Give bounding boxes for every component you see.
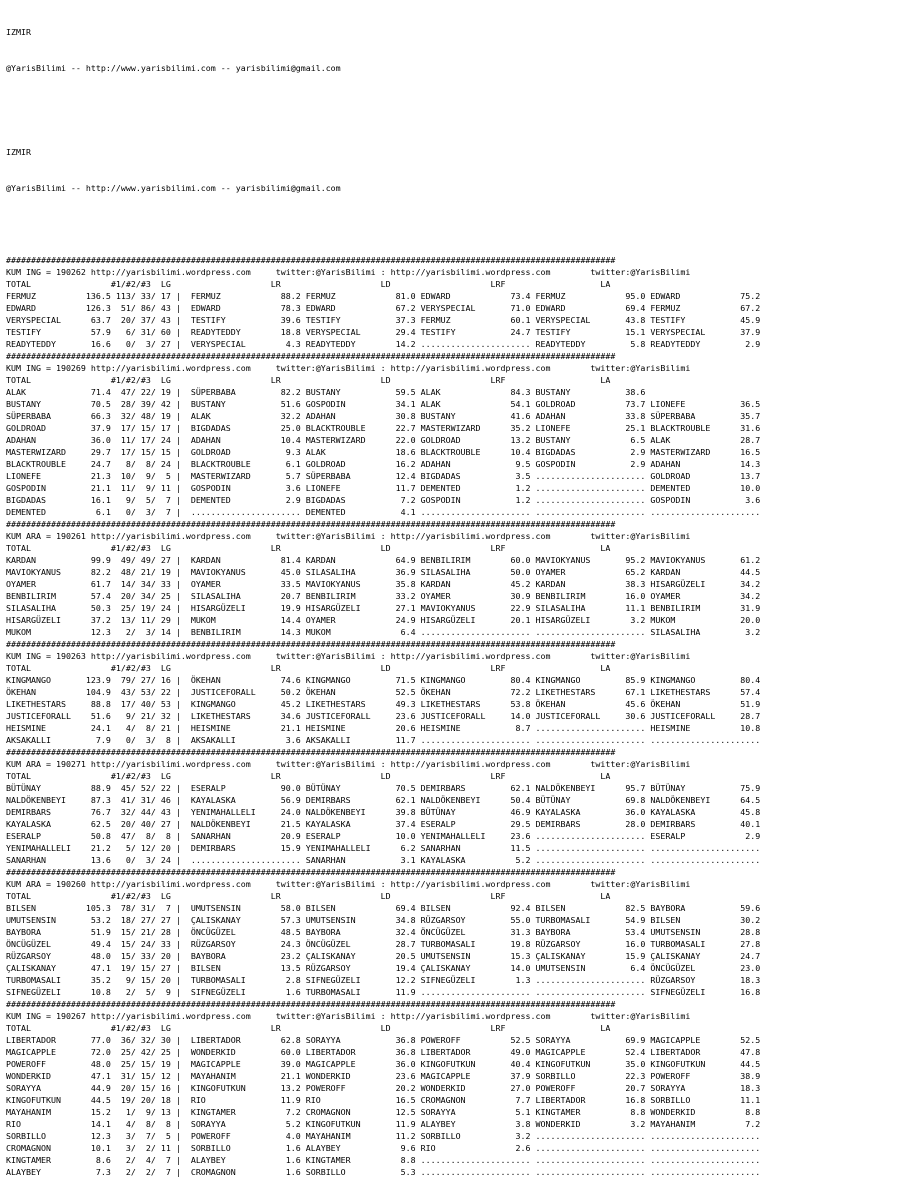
result-row: LIONEFE 21.3 10/ 9/ 5 | MASTERWIZARD 5.7 SÜPERBABA 12.4 BIGDADAS 3.5 ...................... GOLDROAD 13.7 <box>6 471 761 481</box>
result-row: LIKETHESTARS 88.8 17/ 40/ 53 | KINGMANGO 45.2 LIKETHESTARS 49.3 LIKETHESTARS 53.8 ÖKEHAN 45.6 ÖKEHAN 51.9 <box>6 699 761 709</box>
hash-separator: ########################################################################################################################## <box>6 639 616 649</box>
result-row: SÜPERBABA 66.3 32/ 48/ 19 | ALAK 32.2 ADAHAN 30.8 BUSTANY 41.6 ADAHAN 33.8 SÜPERBABA 35.7 <box>6 411 761 421</box>
race-blocks <box>6 254 920 1178</box>
result-row: POWEROFF 48.0 25/ 15/ 19 | MAGICAPPLE 39.0 MAGICAPPLE 36.0 KINGOFUTKUN 40.4 KINGOFUTKUN 35.0 KINGOFUTKUN 44.5 <box>6 1059 761 1069</box>
result-row: WONDERKID 47.1 31/ 15/ 12 | MAYAHANIM 21.1 WONDERKID 23.6 MAGICAPPLE 37.9 SORBILLO 22.3 POWEROFF 38.9 <box>6 1071 761 1081</box>
result-row: CROMAGNON 10.1 3/ 2/ 11 | SORBILLO 1.6 ALAYBEY 9.6 RIO 2.6 ...................... ...................... <box>6 1143 761 1153</box>
race-header: KUM ING = 190263 http://yarisbilimi.wordpress.com twitter:@YarisBilimi : http://yarisbilimi.wordpress.com twitter:@YarisBilimi <box>6 651 691 661</box>
result-row: BENBILIRIM 57.4 20/ 34/ 25 | SILASALIHA 20.7 BENBILIRIM 33.2 OYAMER 30.9 BENBILIRIM 16.0 OYAMER 34.2 <box>6 591 761 601</box>
result-row: BIGDADAS 16.1 9/ 5/ 7 | DEMENTED 2.9 BIGDADAS 7.2 GOSPODIN 1.2 ...................... GOSPODIN 3.6 <box>6 495 761 505</box>
race-header: KUM ARA = 190260 http://yarisbilimi.wordpress.com twitter:@YarisBilimi : http://yarisbilimi.wordpress.com twitter:@YarisBilimi <box>6 879 691 889</box>
result-row: GOLDROAD 37.9 17/ 15/ 17 | BIGDADAS 25.0 BLACKTROUBLE 22.7 MASTERWIZARD 35.2 LIONEFE 25.1 BLACKTROUBLE 31.6 <box>6 423 761 433</box>
result-row: READYTEDDY 16.6 0/ 3/ 27 | VERYSPECIAL 4.3 READYTEDDY 14.2 ...................... READYTEDDY 5.8 READYTEDDY 2.9 <box>6 339 761 349</box>
result-row: RÜZGARSOY 48.0 15/ 33/ 20 | BAYBORA 23.2 ÇALISKANAY 20.5 UMUTSENSIN 15.3 ÇALISKANAY 15.9 ÇALISKANAY 24.7 <box>6 951 761 961</box>
result-row: DEMENTED 6.1 0/ 3/ 7 | ...................... DEMENTED 4.1 ...................... ...................... ...................... <box>6 507 761 517</box>
contact-line-repeat: @YarisBilimi -- http://www.yarisbilimi.com -- yarisbilimi@gmail.com <box>6 183 341 193</box>
column-headers: TOTAL #1/#2/#3 LG LR LD LRF LA <box>6 663 611 673</box>
result-row: ESERALP 50.8 47/ 8/ 8 | SANARHAN 20.9 ESERALP 10.0 YENIMAHALLELI 23.6 ...................... ESERALP 2.9 <box>6 831 761 841</box>
result-row: EDWARD 126.3 51/ 86/ 43 | EDWARD 78.3 EDWARD 67.2 VERYSPECIAL 71.0 EDWARD 69.4 FERMUZ 67.2 <box>6 303 761 313</box>
result-row: ALAYBEY 7.3 2/ 2/ 7 | CROMAGNON 1.6 SORBILLO 5.3 ...................... ...................... ...................... <box>6 1167 761 1177</box>
contact-line: @YarisBilimi -- http://www.yarisbilimi.com -- yarisbilimi@gmail.com <box>6 63 341 73</box>
result-row: ÖKEHAN 104.9 43/ 53/ 22 | JUSTICEFORALL 50.2 ÖKEHAN 52.5 ÖKEHAN 72.2 LIKETHESTARS 67.1 LIKETHESTARS 57.4 <box>6 687 761 697</box>
result-row: KINGMANGO 123.9 79/ 27/ 16 | ÖKEHAN 74.6 KINGMANGO 71.5 KINGMANGO 80.4 KINGMANGO 85.9 KINGMANGO 80.4 <box>6 675 761 685</box>
result-row: BLACKTROUBLE 24.7 8/ 8/ 24 | BLACKTROUBLE 6.1 GOLDROAD 16.2 ADAHAN 9.5 GOSPODIN 2.9 ADAHAN 14.3 <box>6 459 761 469</box>
hash-separator: ########################################################################################################################## <box>6 867 616 877</box>
result-row: MAYAHANIM 15.2 1/ 9/ 13 | KINGTAMER 7.2 CROMAGNON 12.5 SORAYYA 5.1 KINGTAMER 8.8 WONDERKID 8.8 <box>6 1107 761 1117</box>
result-row: SANARHAN 13.6 0/ 3/ 24 | ...................... SANARHAN 3.1 KAYALASKA 5.2 ...................... ...................... <box>6 855 761 865</box>
race-header: KUM ING = 190269 http://yarisbilimi.wordpress.com twitter:@YarisBilimi : http://yarisbilimi.wordpress.com twitter:@YarisBilimi <box>6 363 691 373</box>
result-row: MASTERWIZARD 29.7 17/ 15/ 15 | GOLDROAD 9.3 ALAK 18.6 BLACKTROUBLE 10.4 BIGDADAS 2.9 MASTERWIZARD 16.5 <box>6 447 761 457</box>
column-headers: TOTAL #1/#2/#3 LG LR LD LRF LA <box>6 771 611 781</box>
result-row: BUSTANY 70.5 28/ 39/ 42 | BUSTANY 51.6 GOSPODIN 34.1 ALAK 54.1 GOLDROAD 73.7 LIONEFE 36.5 <box>6 399 761 409</box>
spacer <box>6 218 920 230</box>
race-header: KUM ING = 190262 http://yarisbilimi.wordpress.com twitter:@YarisBilimi : http://yarisbilimi.wordpress.com twitter:@YarisBilimi <box>6 267 691 277</box>
city-title-repeat: IZMIR <box>6 147 31 157</box>
hash-separator: ########################################################################################################################## <box>6 519 616 529</box>
result-row: SIFNEGÜZELI 10.8 2/ 5/ 9 | SIFNEGÜZELI 1.6 TURBOMASALI 11.9 ...................... ...................... SIFNEGÜZELI 16.8 <box>6 987 761 997</box>
result-row: MAGICAPPLE 72.0 25/ 42/ 25 | WONDERKID 60.0 LIBERTADOR 36.8 LIBERTADOR 49.0 MAGICAPPLE 52.4 LIBERTADOR 47.8 <box>6 1047 761 1057</box>
result-row: GOSPODIN 21.1 11/ 9/ 11 | GOSPODIN 3.6 LIONEFE 11.7 DEMENTED 1.2 ...................... DEMENTED 10.0 <box>6 483 761 493</box>
column-headers: TOTAL #1/#2/#3 LG LR LD LRF LA <box>6 279 611 289</box>
result-row: VERYSPECIAL 63.7 20/ 37/ 43 | TESTIFY 39.6 TESTIFY 37.3 FERMUZ 60.1 VERYSPECIAL 43.8 TESTIFY 45.9 <box>6 315 761 325</box>
result-row: KAYALASKA 62.5 20/ 40/ 27 | NALDÖKENBEYI 21.5 KAYALASKA 37.4 ESERALP 29.5 DEMIRBARS 28.0 DEMIRBARS 40.1 <box>6 819 761 829</box>
column-headers: TOTAL #1/#2/#3 LG LR LD LRF LA <box>6 891 611 901</box>
result-row: HISARGÜZELI 37.2 13/ 11/ 29 | MUKOM 14.4 OYAMER 24.9 HISARGÜZELI 20.1 HISARGÜZELI 3.2 MUKOM 20.0 <box>6 615 761 625</box>
result-row: AKSAKALLI 7.9 0/ 3/ 8 | AKSAKALLI 3.6 AKSAKALLI 11.7 ...................... ...................... ...................... <box>6 735 761 745</box>
result-row: MUKOM 12.3 2/ 3/ 14 | BENBILIRIM 14.3 MUKOM 6.4 ...................... ...................... SILASALIHA 3.2 <box>6 627 761 637</box>
result-row: SORAYYA 44.9 20/ 15/ 16 | KINGOFUTKUN 13.2 POWEROFF 20.2 WONDERKID 27.0 POWEROFF 20.7 SORAYYA 18.3 <box>6 1083 761 1093</box>
result-row: ADAHAN 36.0 11/ 17/ 24 | ADAHAN 10.4 MASTERWIZARD 22.0 GOLDROAD 13.2 BUSTANY 6.5 ALAK 28.7 <box>6 435 761 445</box>
city-title: IZMIR <box>6 27 31 37</box>
column-headers: TOTAL #1/#2/#3 LG LR LD LRF LA <box>6 543 611 553</box>
result-row: BILSEN 105.3 78/ 31/ 7 | UMUTSENSIN 58.0 BILSEN 69.4 BILSEN 92.4 BILSEN 82.5 BAYBORA 59.6 <box>6 903 761 913</box>
result-row: NALDÖKENBEYI 87.3 41/ 31/ 46 | KAYALASKA 56.9 DEMIRBARS 62.1 NALDÖKENBEYI 50.4 BÜTÜNAY 69.8 NALDÖKENBEYI 64.5 <box>6 795 761 805</box>
result-row: KARDAN 99.9 49/ 49/ 27 | KARDAN 81.4 KARDAN 64.9 BENBILIRIM 60.0 MAVIOKYANUS 95.2 MAVIOKYANUS 61.2 <box>6 555 761 565</box>
result-row: RIO 14.1 4/ 8/ 8 | SORAYYA 5.2 KINGOFUTKUN 11.9 ALAYBEY 3.8 WONDERKID 3.2 MAYAHANIM 7.2 <box>6 1119 761 1129</box>
race-header: KUM ARA = 190261 http://yarisbilimi.wordpress.com twitter:@YarisBilimi : http://yarisbilimi.wordpress.com twitter:@YarisBilimi <box>6 531 691 541</box>
result-row: FERMUZ 136.5 113/ 33/ 17 | FERMUZ 88.2 FERMUZ 81.0 EDWARD 73.4 FERMUZ 95.0 EDWARD 75.2 <box>6 291 761 301</box>
result-row: ÖNCÜGÜZEL 49.4 15/ 24/ 33 | RÜZGARSOY 24.3 ÖNCÜGÜZEL 28.7 TURBOMASALI 19.8 RÜZGARSOY 16.0 TURBOMASALI 27.8 <box>6 939 761 949</box>
hash-separator: ########################################################################################################################## <box>6 255 616 265</box>
result-row: TURBOMASALI 35.2 9/ 15/ 20 | TURBOMASALI 2.8 SIFNEGÜZELI 12.2 SIFNEGÜZELI 1.3 ...................... RÜZGARSOY 18.3 <box>6 975 761 985</box>
result-row: SILASALIHA 50.3 25/ 19/ 24 | HISARGÜZELI 19.9 HISARGÜZELI 27.1 MAVIOKYANUS 22.9 SILASALIHA 11.1 BENBILIRIM 31.9 <box>6 603 761 613</box>
result-row: JUSTICEFORALL 51.6 9/ 21/ 32 | LIKETHESTARS 34.6 JUSTICEFORALL 23.6 JUSTICEFORALL 14.0 JUSTICEFORALL 30.6 JUSTICEFORALL 28.7 <box>6 711 761 721</box>
result-row: ALAK 71.4 47/ 22/ 19 | SÜPERBABA 82.2 BUSTANY 59.5 ALAK 84.3 BUSTANY 38.6 <box>6 387 646 397</box>
result-row: BAYBORA 51.9 15/ 21/ 28 | ÖNCÜGÜZEL 48.5 BAYBORA 32.4 ÖNCÜGÜZEL 31.3 BAYBORA 53.4 UMUTSENSIN 28.8 <box>6 927 761 937</box>
result-row: MAVIOKYANUS 82.2 48/ 21/ 19 | MAVIOKYANUS 45.0 SILASALIHA 36.9 SILASALIHA 50.0 OYAMER 65.2 KARDAN 44.5 <box>6 567 761 577</box>
spacer <box>6 98 920 122</box>
result-row: KINGOFUTKUN 44.5 19/ 20/ 18 | RIO 11.9 RIO 16.5 CROMAGNON 7.7 LIBERTADOR 16.8 SORBILLO 11.1 <box>6 1095 761 1105</box>
result-row: BÜTÜNAY 88.9 45/ 52/ 22 | ESERALP 90.0 BÜTÜNAY 70.5 DEMIRBARS 62.1 NALDÖKENBEYI 95.7 BÜTÜNAY 75.9 <box>6 783 761 793</box>
result-row: UMUTSENSIN 53.2 18/ 27/ 27 | ÇALISKANAY 57.3 UMUTSENSIN 34.8 RÜZGARSOY 55.0 TURBOMASALI 54.9 BILSEN 30.2 <box>6 915 761 925</box>
result-row: SORBILLO 12.3 3/ 7/ 5 | POWEROFF 4.0 MAYAHANIM 11.2 SORBILLO 3.2 ...................... ...................... <box>6 1131 761 1141</box>
result-row: KINGTAMER 8.6 2/ 4/ 7 | ALAYBEY 1.6 KINGTAMER 8.8 ...................... ...................... ...................... <box>6 1155 761 1165</box>
result-row: OYAMER 61.7 14/ 34/ 33 | OYAMER 33.5 MAVIOKYANUS 35.8 KARDAN 45.2 KARDAN 38.3 HISARGÜZELI 34.2 <box>6 579 761 589</box>
result-row: YENIMAHALLELI 21.2 5/ 12/ 20 | DEMIRBARS 15.9 YENIMAHALLELI 6.2 SANARHAN 11.5 ...................... ...................... <box>6 843 761 853</box>
hash-separator: ########################################################################################################################## <box>6 999 616 1009</box>
column-headers: TOTAL #1/#2/#3 LG LR LD LRF LA <box>6 375 611 385</box>
hash-separator: ########################################################################################################################## <box>6 747 616 757</box>
result-row: HEISMINE 24.1 4/ 8/ 21 | HEISMINE 21.1 HEISMINE 20.6 HEISMINE 8.7 ...................... HEISMINE 10.8 <box>6 723 761 733</box>
race-header: KUM ING = 190267 http://yarisbilimi.wordpress.com twitter:@YarisBilimi : http://yarisbilimi.wordpress.com twitter:@YarisBilimi <box>6 1011 691 1021</box>
result-row: ÇALISKANAY 47.1 19/ 15/ 27 | BILSEN 13.5 RÜZGARSOY 19.4 ÇALISKANAY 14.0 UMUTSENSIN 6.4 ÖNCÜGÜZEL 23.0 <box>6 963 761 973</box>
column-headers: TOTAL #1/#2/#3 LG LR LD LRF LA <box>6 1023 611 1033</box>
result-row: LIBERTADOR 77.0 36/ 32/ 30 | LIBERTADOR 62.8 SORAYYA 36.8 POWEROFF 52.5 SORAYYA 69.9 MAGICAPPLE 52.5 <box>6 1035 761 1045</box>
race-header: KUM ARA = 190271 http://yarisbilimi.wordpress.com twitter:@YarisBilimi : http://yarisbilimi.wordpress.com twitter:@YarisBilimi <box>6 759 691 769</box>
result-row: DEMIRBARS 76.7 32/ 44/ 43 | YENIMAHALLELI 24.0 NALDÖKENBEYI 39.8 BÜTÜNAY 46.9 KAYALASKA 36.0 KAYALASKA 45.8 <box>6 807 761 817</box>
result-row: TESTIFY 57.9 6/ 31/ 60 | READYTEDDY 18.8 VERYSPECIAL 29.4 TESTIFY 24.7 TESTIFY 15.1 VERYSPECIAL 37.9 <box>6 327 761 337</box>
hash-separator: ########################################################################################################################## <box>6 351 616 361</box>
